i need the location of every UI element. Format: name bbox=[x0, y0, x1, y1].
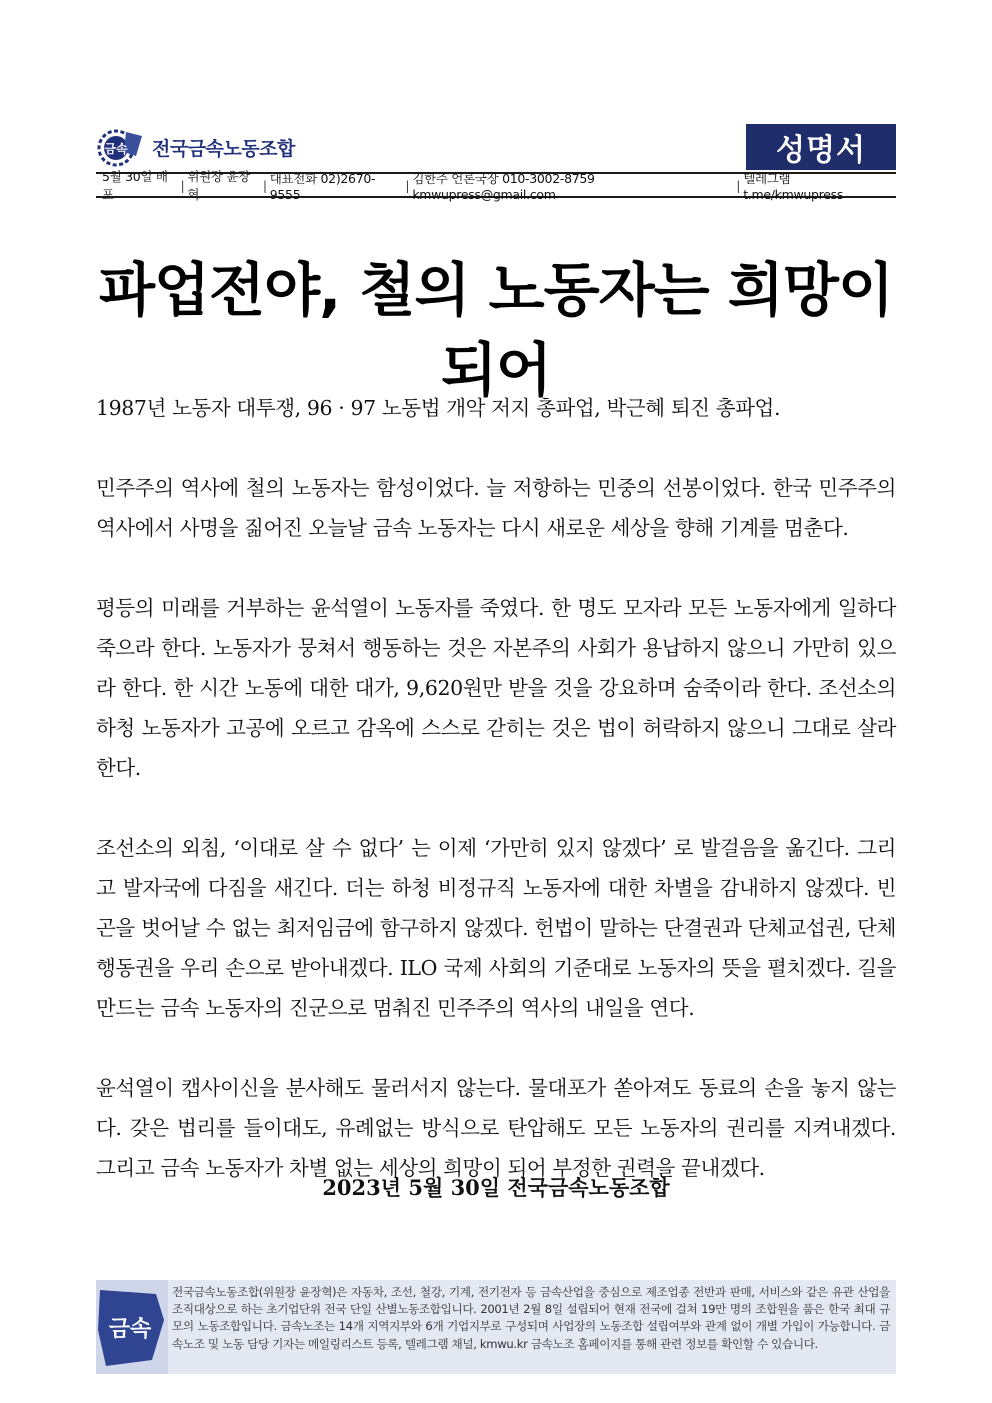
signature: 2023년 5월 30일 전국금속노동조합 bbox=[322, 1175, 670, 1200]
chairman: 위원장 윤장혁 bbox=[187, 169, 250, 202]
union-logo-icon bbox=[96, 126, 146, 168]
paragraph: 민주주의 역사에 철의 노동자는 함성이었다. 늘 저항하는 민중의 선봉이었다. 한국 민주주의 역사에서 사명을 짊어진 오늘날 금속 노동자는 다시 새로운 세상을 향해 기계를 멈춘다. bbox=[96, 476, 896, 540]
separator: | bbox=[262, 177, 267, 193]
paragraph: 윤석열이 캡사이신을 분사해도 물러서지 않는다. 물대포가 쏟아져도 동료의 손을 놓지 않는다. 갖은 법리를 들이대도, 유례없는 방식으로 탄압해도 모든 노동자의 권리를 지켜내겠다. 그리고 금속 노동자가 차별 없는 세상의 희망이 되어 부정한 권력을 끝내겠다. bbox=[96, 1076, 896, 1180]
page-title: 파업전야, 철의 노동자는 희망이 되어 bbox=[99, 256, 893, 404]
separator: | bbox=[405, 177, 410, 193]
contact-bar bbox=[96, 169, 896, 202]
footer-box bbox=[96, 1280, 896, 1374]
org-logo bbox=[96, 126, 295, 168]
statement-body bbox=[96, 388, 896, 1228]
statement-badge: 성명서 bbox=[746, 124, 896, 170]
header bbox=[96, 120, 896, 202]
paragraph: 평등의 미래를 거부하는 윤석열이 노동자를 죽였다. 한 명도 모자라 모든 노동자에게 일하다 죽으라 한다. 노동자가 뭉쳐서 행동하는 것은 자본주의 사회가 용납하지 않으니 가만히 있으라 한다. 한 시간 노동에 대한 대가, 9,620원만 받을 것을 강요하며 숨죽이라 한다. 조선소의 하청 노동자가 고공에 오르고 감옥에 스스로 갇히는 것은 법이 허락하지 않으니 그대로 살라 한다. bbox=[96, 596, 896, 780]
telegram-link[interactable]: 텔레그램 t.me/kmwupress bbox=[743, 170, 844, 202]
org-name: 전국금속노동조합 bbox=[152, 137, 295, 160]
paragraph: 1987년 노동자 대투쟁, 96 · 97 노동법 개악 저지 총파업, 박근혜 퇴진 총파업. bbox=[96, 396, 781, 420]
press-contact: 김한주 언론국장 010-3002-8759 kmwupress@gmail.com bbox=[412, 170, 595, 202]
release-date: 5월 30일 배포 bbox=[102, 169, 168, 202]
separator: | bbox=[180, 177, 185, 193]
footer-logo-icon bbox=[96, 1280, 168, 1374]
main-phone: 대표전화 02)2670-9555 bbox=[269, 170, 376, 202]
paragraph: 조선소의 외침, ‘이대로 살 수 없다’ 는 이제 ‘가만히 있지 않겠다’ 로 발걸음을 옮긴다. 그리고 발자국에 다짐을 새긴다. 더는 하청 비정규직 노동자에 대한 차별을 감내하지 않겠다. 빈곤을 벗어날 수 없는 최저임금에 함구하지 않겠다. 헌법이 말하는 단결권과 단체교섭권, 단체행동권을 우리 손으로 받아내겠다. ILO 국제 사회의 기준대로 노동자의 뜻을 펼치겠다. 길을 만드는 금속 노동자의 진군으로 멈춰진 민주주의 역사의 내일을 연다. bbox=[96, 836, 896, 1020]
separator: | bbox=[736, 177, 741, 193]
footer-logo-glyph: 금속 bbox=[108, 1317, 152, 1342]
footer-description: 전국금속노동조합(위원장 윤장혁)은 자동차, 조선, 철강, 기계, 전기전자 등 금속산업을 중심으로 제조업종 전반과 판매, 서비스와 같은 유관 산업을 조직대상으로 하는 초기업단위 전국 단일 산별노동조합입니다. 2001년 2월 8일 설립되어 현재 전국에 걸쳐 19만 명의 조합원을 품은 한국 최대 규모의 노동조합입니다. 금속노조는 14개 지역지부와 6개 기업지부로 구성되며 사업장의 노동조합 설립여부와 관계 없이 개별 가입이 가능합니다. 금속노조 및 노동 담당 기자는 메일링리스트 등록, 텔레그램 채널, kmwu.kr 금속노조 홈페이지를 통해 관련 정보를 확인할 수 있습니다. bbox=[172, 1285, 890, 1351]
logo-glyph: 금속 bbox=[104, 142, 128, 156]
